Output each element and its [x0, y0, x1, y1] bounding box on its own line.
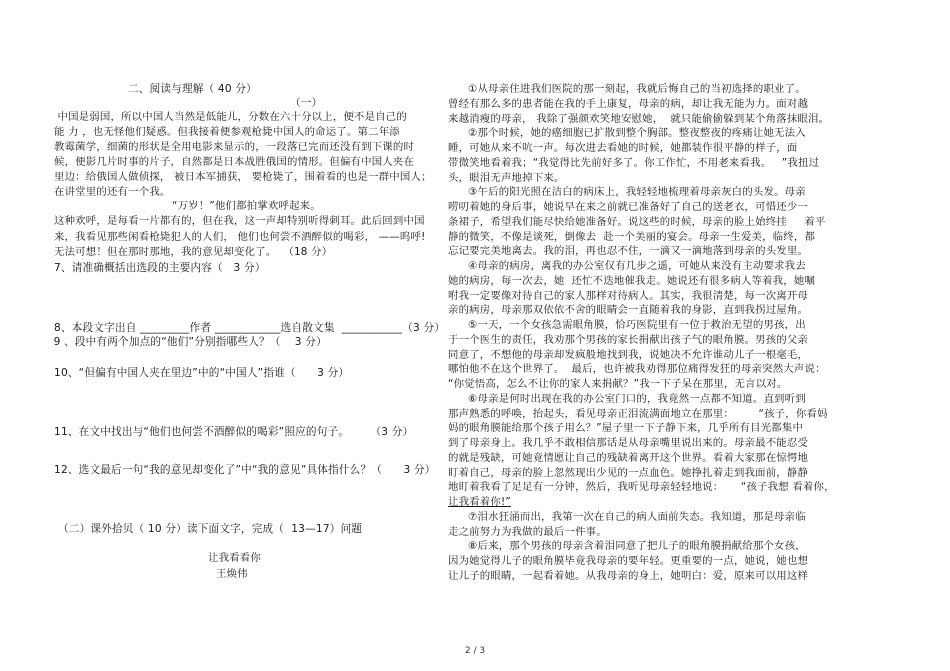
story-line: 带微笑地看着我；“我觉得比先前好多了。你工作忙，不用老来看我。 ”我扭过: [448, 157, 820, 169]
story-line: ④母亲的病房，离我的办公室仅有几步之遥，可她从来没有主动要求我去: [468, 260, 806, 272]
story-line: 地盯着我看了足足有一分钟，然后，我听见母亲轻轻地说： “孩子我想 看着你，: [448, 481, 835, 493]
para1-line: 能 力 ，也无怪他们疑惑。但我接着便参观枪毙中国人的命运了。第二年添: [54, 126, 400, 138]
story-line: 妈的眼角膜能给那个孩子用么？”屋子里一下子静下来，几乎所有目光都集中: [448, 422, 804, 434]
story-line: ⑤一天，一个女孩急需眼角膜，恰巧医院里有一位于救治无望的男孩，出: [468, 319, 806, 331]
story-line: 条裙子，希望我们能尽快给她准备好。说这些的时候，母亲的脸上始终挂 着平: [448, 216, 826, 228]
story-line: 头，眼泪无声地掉下来。: [448, 172, 565, 184]
question-7: 7、请准确概括出选段的主要内容（ 3 分）: [54, 262, 266, 274]
quote-line: “万岁！”他们都拍掌欢呼起来。: [172, 200, 321, 212]
story-line: 让儿子的眼睛，一起看着她。从我母亲的身上，她明白：爱，原来可以用这样: [448, 570, 809, 582]
story-line: 哪怕他不在这个世界了。 最后，也许被我劝得那位痛得发狂的母亲突然大声说：: [448, 363, 826, 375]
story-line: ②那个时候，她的癌细胞已扩散到整个胸部。整夜整夜的疼痛让她无法入: [468, 127, 806, 139]
story-author: 王焕伟: [216, 568, 248, 580]
story-line: 曾经有那么多的患者能在我的手上康复，母亲的病，却让我无能为力。面对越: [448, 98, 809, 110]
story-line: 于一个医生的责任，我劝那个男孩的家长捐献出孩子气的眼角膜。男孩的父亲: [448, 334, 809, 346]
question-9: 9 、段中有两个加点的“他们”分别指哪些人？（ 3 分）: [50, 336, 327, 348]
story-title: 让我看看你: [208, 552, 261, 564]
question-8: 8、本段文字出自 _________作者 ____________选自散文集 ___________（3 分）: [54, 322, 446, 334]
story-line: “你觉悟高，怎么不让你的家人来捐献？”我一下子呆在那里，无言以对。: [448, 378, 788, 390]
question-12: 12、选文最后一句“我的意见却变化了”中“我的意见”具体指什么？（ 3 分）: [54, 464, 436, 476]
story-line: 忘记要完美地离去。我的泪，再也忍不住，一滴又一滴地落到母亲的头发里。: [448, 245, 809, 257]
para1-line: 中国是弱国，所以中国人当然是低能儿，分数在六十分以上，便不是自己的: [54, 111, 407, 123]
story-line: ⑧后来，那个男孩的母亲含着泪同意了把儿子的眼角膜捐献给那个女孩，: [468, 540, 806, 552]
story-line: 的就是残缺，可她竟情愿让自己的残缺着离开这个世界。看着大家那在惊愕地: [448, 452, 809, 464]
story-line: 同意了，不想他的母亲却发疯般地找到我，说她决不允许谁动儿子一根毫毛，: [448, 349, 809, 361]
para1-line: 在讲堂里的还有一个我。: [54, 186, 171, 198]
part-two-heading: （二）课外拾贝（ 10 分）读下面文字，完成（ 13—17）问题: [58, 523, 363, 535]
story-line: 唠叨着她的身后事，她说早在来之前就已准备好了自己的送老衣，可惜还少一: [448, 201, 809, 213]
story-line: ①从母亲住进我们医院的那一刻起，我就后悔自己的当初选择的职业了。: [468, 83, 806, 95]
story-line: 盯着自己，母亲的脸上忽然现出少见的一点血色。她挣扎着走到我面前，静静: [448, 467, 809, 479]
page-number: 2 / 3: [464, 646, 486, 656]
story-line: 咐我一定要像对待自己的家人那样对待病人。其实，我很清楚，每一次离开母: [448, 290, 809, 302]
story-line: 她的病房，每一次去，她 还忙不迭地催我走。她说还有很多病人等着我，她嘱: [448, 275, 816, 287]
story-line: 睡，可她从来不吭一声。每次进去看她的时候，她都装作很平静的样子，面: [448, 142, 798, 154]
para2-line: 这种欢呼，是每看一片都有的，但在我，这一声却特别听得刺耳。此后回到中国: [54, 215, 425, 227]
para2-line: 来，我看见那些闲看枪毙犯人的人们， 他们也何尝不酒醉似的喝彩， ——呜呼!: [54, 231, 426, 243]
story-line: 到了母亲身上。我几乎不敢相信那话是从母亲嘴里说出来的。母亲最不能忍受: [448, 437, 809, 449]
story-line: 走之前努力为我做的最后一件事。: [448, 526, 607, 538]
story-line-underlined: 让我看着你!”: [448, 496, 511, 508]
para1-line: 教霉菌学，细菌的形状是全用电影来显示的，一段落已完而还没有到下课的时: [54, 141, 415, 153]
right-column: [440, 0, 950, 640]
story-line: 亲的病房，母亲那双依依不舍的眼睛会一直随着我的身影，直到我拐过屋角。: [448, 304, 809, 316]
story-line: 因为她觉得儿子的眼角膜毕竟我母亲的要年轻。更重要的一点，她说，她也想: [448, 555, 809, 567]
question-11: 11、在文中找出与“他们也何尝不酒醉似的喝彩”照应的句子。 （3 分）: [54, 426, 414, 438]
story-line: 静的微笑，不像是谈死，倒像去 赴一个美丽的宴会。母亲一生爱美，临终，都: [448, 231, 816, 243]
question-10: 10、“但偏有中国人夹在里边”中的“中国人”指谁（ 3 分）: [54, 367, 350, 379]
story-line: ⑥母亲是何时出现在我的办公室门口的，我竟然一点都不知道。直到听到: [468, 393, 806, 405]
story-line: 来越消瘦的母亲， 我除了强颜欢笑地安慰她， 就只能偷偷躲到某个角落抹眼泪。: [448, 113, 830, 125]
para1-line: 候，便影几片时事的片子，自然都是日本战胜俄国的情形。但偏有中国人夹在: [54, 156, 415, 168]
para1-line: 里边：给俄国人做侦探， 被日本军捕获， 要枪毙了，围着看的也是一群中国人；: [54, 171, 432, 183]
story-line: ⑦泪水狂涌而出，我第一次在自己的病人面前失态。我知道，那是母亲临: [468, 511, 806, 523]
part-one-label: （一）: [290, 97, 323, 109]
left-column: [0, 0, 446, 640]
story-line: ③午后的阳光照在洁白的病床上，我轻轻地梳理着母亲灰白的头发。母亲: [468, 186, 806, 198]
section-title: 二、阅读与理解（ 40 分）: [128, 83, 257, 95]
para2-line: 无法可想！但在那时那地，我的意见却变化了。 （18 分）: [54, 246, 333, 258]
story-line: 那声熟悉的呼唤，抬起头，看见母亲正泪流满面地立在那里： “孩子，你看妈: [448, 408, 828, 420]
